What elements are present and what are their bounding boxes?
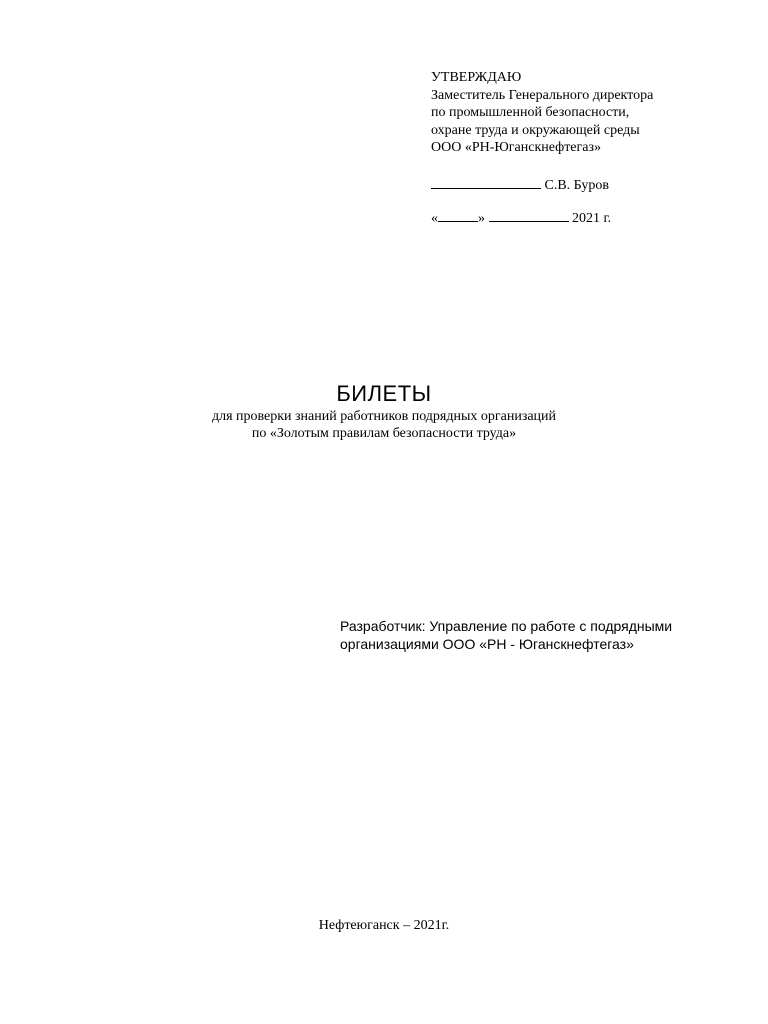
signatory-name: С.В. Буров (544, 177, 609, 193)
approval-block (431, 69, 731, 228)
approval-position-line: Заместитель Генерального директора (431, 87, 654, 103)
approval-position-line: по промышленной безопасности, (431, 105, 630, 120)
approval-position-line: охране труда и окружающей среды (431, 122, 640, 138)
footer-place-date: Нефтеюганск – 2021г. (318, 918, 450, 933)
developer-line: Разработчик: Управление по работе с подрядными (340, 618, 673, 634)
document-title: БИЛЕТЫ (336, 381, 432, 406)
approval-date-line (431, 208, 731, 228)
date-open-quote: « (431, 211, 438, 226)
signature-blank (431, 175, 541, 189)
developer-block (340, 617, 720, 653)
approval-company: ООО «РН-Юганскнефтегаз» (431, 140, 602, 155)
developer-line: организациями ООО «РН - Юганскнефтегаз» (340, 636, 634, 652)
month-blank (489, 208, 569, 222)
title-block (0, 380, 768, 442)
day-blank (438, 208, 478, 222)
document-subtitle-line: для проверки знаний работников подрядных организаций (211, 409, 557, 424)
approval-heading: УТВЕРЖДАЮ (431, 70, 522, 85)
document-subtitle-line: по «Золотым правилам безопасности труда» (251, 426, 517, 441)
date-close-quote: » (478, 211, 485, 226)
date-year: 2021 г. (572, 211, 612, 226)
signature-line (431, 175, 731, 195)
